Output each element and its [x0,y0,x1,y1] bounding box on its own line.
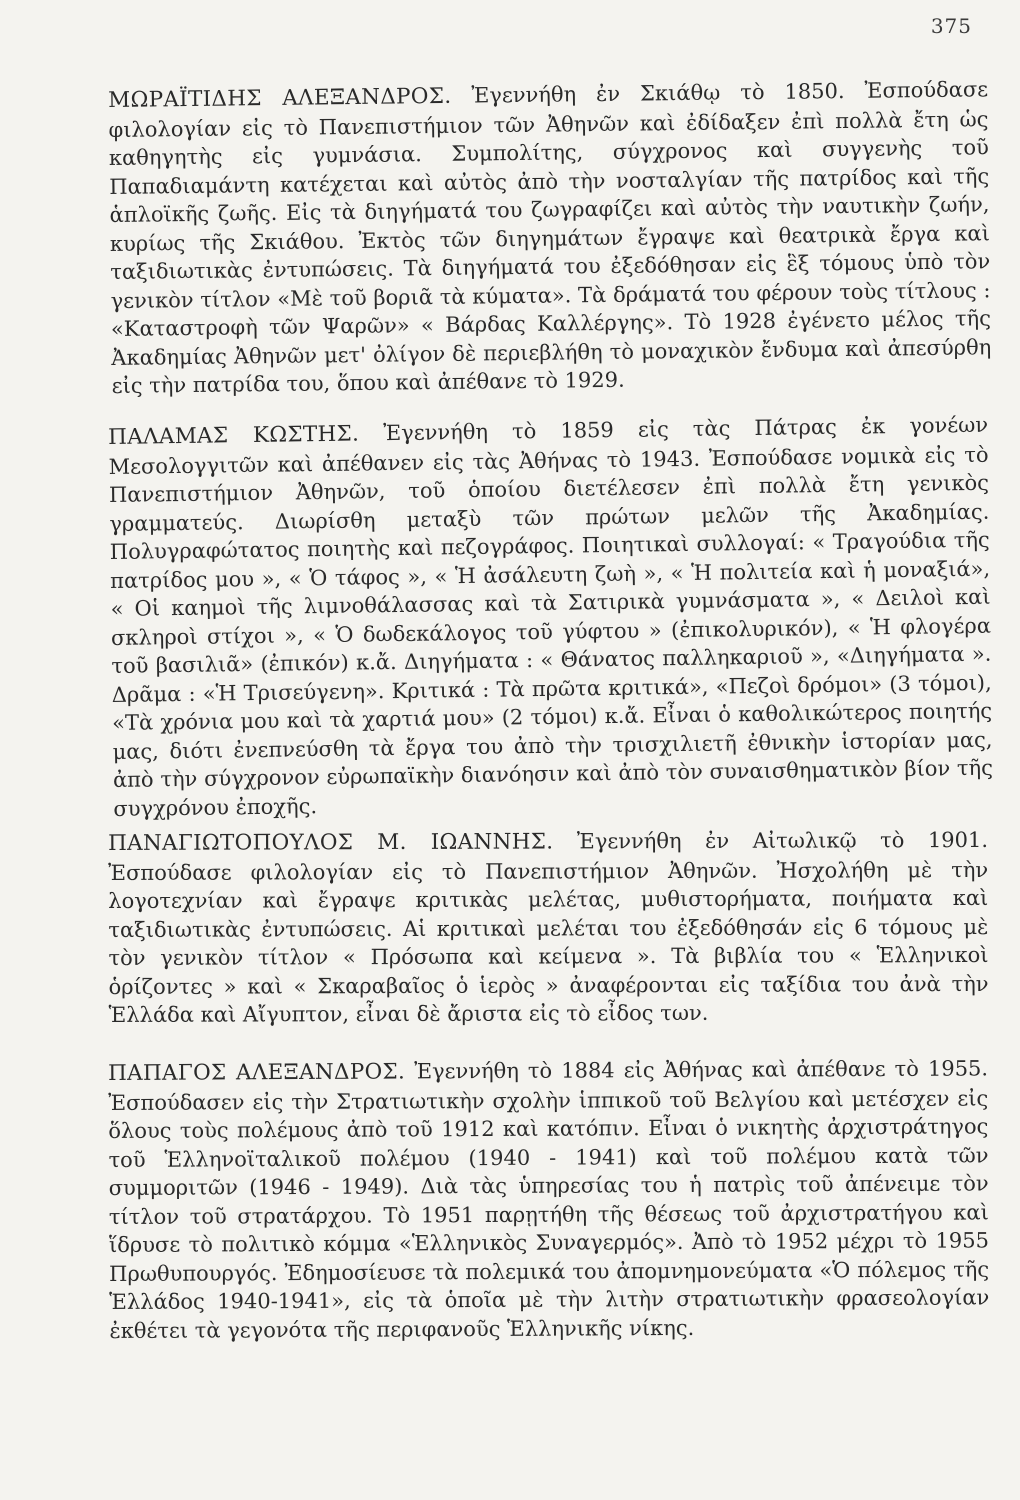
entry-papagos [108,1054,989,1345]
entry-name: ΜΩΡΑΪΤΙΔΗΣ ΑΛΕΞΑΝΔΡΟΣ. [108,83,452,113]
entry-palamas [108,410,993,822]
entry-moraitidis [108,75,992,400]
page-number: 375 [930,14,972,38]
page-body [108,77,994,1345]
entry-name: ΠΑΠΑΓΟΣ ΑΛΕΞΑΝΔΡΟΣ. [108,1059,406,1086]
entry-name: ΠΑΛΑΜΑΣ ΚΩΣΤΗΣ. [108,420,360,450]
entry-text: Ἐγεννήθη ἐν Σκιάθῳ τὸ 1850. Ἐσπούδασε φιλολογίαν εἰς τὸ Πανεπιστήμιον τῶν Ἀθηνῶν καὶ ἐδίδαξεν ἐπὶ πολλὰ ἔτη ὡς καθηγητὴς εἰς γυμνάσια. Συμπολίτης, σύγχρονος καὶ συγγενὴς τοῦ Παπαδιαμάντη κατέχεται καὶ αὐτὸς ἀπὸ τὴν νοσταλγίαν τῆς πατρίδος καὶ τῆς ἁπλοϊκῆς ζωῆς. Εἰς τὰ διηγήματά του ζωγραφίζει καὶ αὐτὸς τὴν ναυτικὴν ζωήν, κυρίως τῆς Σκιάθου. Ἐκτὸς τῶν διηγημάτων ἔγραψε καὶ θεατρικὰ ἔργα καὶ ταξιδιωτικὰς ἐντυπώσεις. Τὰ διηγήματά του ἐξεδόθησαν εἰς ἓξ τόμους ὑπὸ τὸν γενικὸν τίτλον «Μὲ τοῦ βοριᾶ τὰ κύματα». Τὰ δράματά του φέρουν τοὺς τίτλους : «Καταστροφὴ τῶν Ψαρῶν» « Βάρδας Καλλέργης». Τὸ 1928 ἐγένετο μέλος τῆς Ἀκαδημίας Ἀθηνῶν μετ' ὀλίγον δὲ περιεβλήθη τὸ μοναχικὸν ἔνδυμα καὶ ἀπεσύρθη εἰς τὴν πατρίδα του, ὅπου καὶ ἀπέθανε τὸ 1929. [108,77,992,398]
entry-name: ΠΑΝΑΓΙΩΤΟΠΟΥΛΟΣ Μ. ΙΩΑΝΝΗΣ. [108,828,554,856]
entry-text: Ἐγεννήθη τὸ 1884 εἰς Ἀθήνας καὶ ἀπέθανε τὸ 1955. Ἐσπούδασεν εἰς τὴν Στρατιωτικὴν σχολὴν ἱππικοῦ τοῦ Βελγίου καὶ μετέσχεν εἰς ὅλους τοὺς πολέμους ἀπὸ τοῦ 1912 καὶ κατόπιν. Εἶναι ὁ νικητὴς ἀρχιστράτηγος τοῦ Ἑλληνοϊταλικοῦ πολέμου (1940 - 1941) καὶ τοῦ πολέμου κατὰ τῶν συμμοριτῶν (1946 - 1949). Διὰ τὰς ὑπηρεσίας του ἡ πατρὶς τοῦ ἀπένειμε τὸν τίτλον τοῦ στρατάρχου. Τὸ 1951 παρῃτήθη τῆς θέσεως τοῦ ἀρχιστρατήγου καὶ ἵδρυσε τὸ πολιτικὸ κόμμα «Ἑλληνικὸς Συναγερμός». Ἀπὸ τὸ 1952 μέχρι τὸ 1955 Πρωθυπουργός. Ἐδημοσίευσε τὰ πολεμικά του ἀπομνημονεύματα «Ὁ πόλεμος τῆς Ἑλλάδος 1940-1941», εἰς τὰ ὁποῖα μὲ τὴν λιτὴν στρατιωτικὴν φρασεολογίαν ἐκθέτει τὰ γεγονότα τῆς περιφανοῦς Ἑλληνικῆς νίκης. [108,1056,990,1343]
entry-panagiotopoulos [108,825,989,1029]
entry-text: Ἐγεννήθη ἐν Αἰτωλικῷ τὸ 1901. Ἐσπούδασε φιλολογίαν εἰς τὸ Πανεπιστήμιον Ἀθηνῶν. Ἠσχολήθη μὲ τὴν λογοτεχνίαν καὶ ἔγραψε κριτικὰς μελέτας, μυθιστορήματα, ποιήματα καὶ ταξιδιωτικὰς ἐντυπώσεις. Αἱ κριτικαὶ μελέται του ἐξεδόθησάν εἰς 6 τόμους μὲ τὸν γενικὸν τίτλον « Πρόσωπα καὶ κείμενα ». Τὰ βιβλία του « Ἑλληνικοὶ ὁρίζοντες » καὶ « Σκαραβαῖος ὁ ἱερὸς » ἀναφέρονται εἰς ταξίδια του ἀνὰ τὴν Ἑλλάδα καὶ Αἴγυπτον, εἶναι δὲ ἄριστα εἰς τὸ εἶδος των. [108,827,989,1027]
entry-text: Ἐγεννήθη τὸ 1859 εἰς τὰς Πάτρας ἐκ γονέων Μεσολογγιτῶν καὶ ἀπέθανεν εἰς τὰς Ἀθήνας τὸ 1943. Ἐσπούδασε νομικὰ εἰς τὸ Πανεπιστήμιον Ἀθηνῶν, τοῦ ὁποίου διετέλεσεν ἐπὶ πολλὰ ἔτη γενικὸς γραμματεύς. Διωρίσθη μεταξὺ τῶν πρώτων μελῶν τῆς Ἀκαδημίας. Πολυγραφώτατος ποιητὴς καὶ πεζογράφος. Ποιητικαὶ συλλογαί: « Τραγούδια τῆς πατρίδος μου », « Ὁ τάφος », « Ἡ ἀσάλευτη ζωὴ », « Ἡ πολιτεία καὶ ἡ μοναξιά», « Οἱ καημοὶ τῆς λιμνοθάλασσας καὶ τὰ Σατιρικὰ γυμνάσματα », « Δειλοὶ καὶ σκληροὶ στίχοι », « Ὁ δωδεκάλογος τοῦ γύφτου » (ἐπικολυρικόν), « Ἡ φλογέρα τοῦ βασιλιᾶ» (ἐπικόν) κ.ἄ. Διηγήματα : « Θάνατος παλληκαριοῦ », «Διηγήματα ». Δρᾶμα : «Ἡ Τρισεύγενη». Κριτικά : Τὰ πρῶτα κριτικά», «Πεζοὶ δρόμοι» (3 τόμοι), «Τὰ χρόνια μου καὶ τὰ χαρτιά μου» (2 τόμοι) κ.ἄ. Εἶναι ὁ καθολικώτερος ποιητής μας, διότι ἐνεπνεύσθη τὰ ἔργα του ἀπὸ τὴν τρισχιλιετῆ ἐθνικὴν ἱστορίαν μας, ἀπὸ τὴν σύγχρονον εὐρωπαϊκὴν διανόησιν καὶ ἀπὸ τὸν συναισθηματικὸν βίον τῆς συγχρόνου ἐποχῆς. [108,412,994,820]
